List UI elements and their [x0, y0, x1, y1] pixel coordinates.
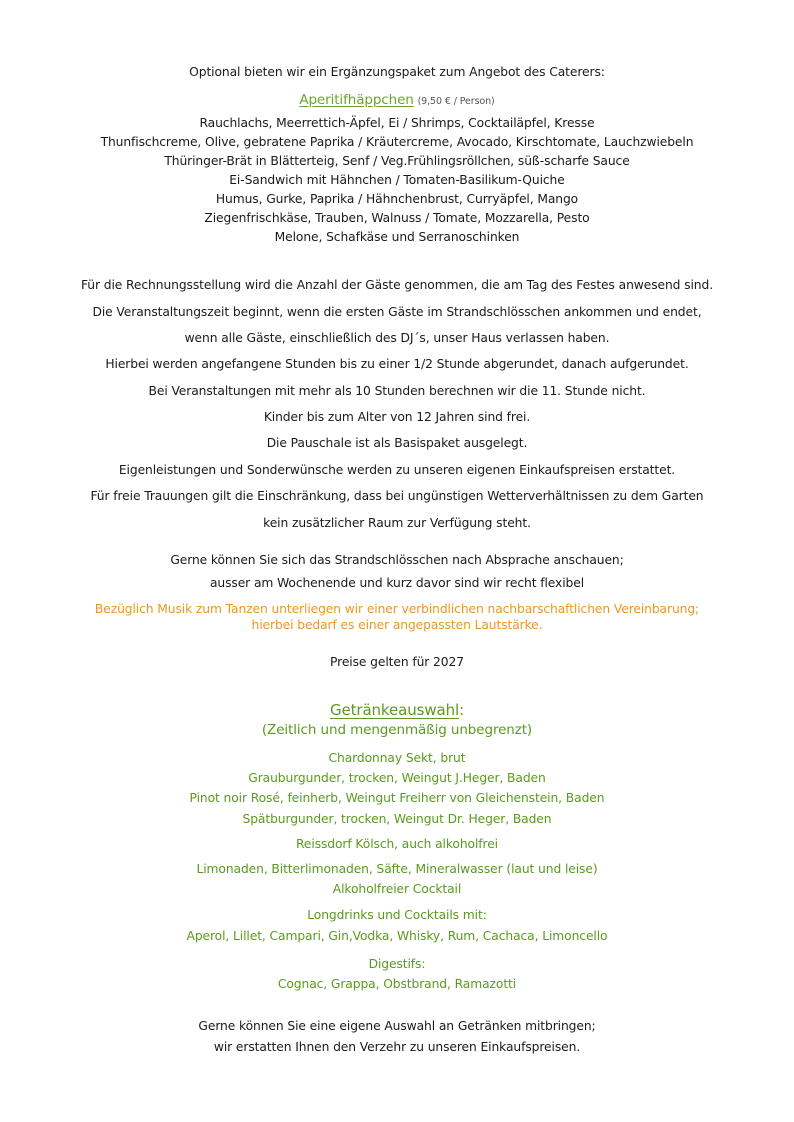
aperitif-item: Humus, Gurke, Paprika / Hähnchenbrust, Curryäpfel, Mango [215, 192, 579, 206]
music-notice: hierbei bedarf es einer angepassten Lautstärke. [251, 618, 543, 632]
drink-item: Cognac, Grappa, Obstbrand, Ramazotti [277, 977, 517, 991]
intro-text: Optional bieten wir ein Ergänzungspaket zum Angebot des Caterers: [189, 65, 605, 79]
closing-line: Gerne können Sie eine eigene Auswahl an Getränken mitbringen; [198, 1019, 596, 1033]
terms-line: kein zusätzlicher Raum zur Verfügung steht. [263, 516, 531, 530]
terms-line: Hierbei werden angefangene Stunden bis zu einer 1/2 Stunde abgerundet, danach aufgerundet. [105, 357, 689, 371]
terms-line: wenn alle Gäste, einschließlich des DJ´s, unser Haus verlassen haben. [184, 331, 610, 345]
terms-line: Die Pauschale ist als Basispaket ausgelegt. [266, 436, 528, 450]
terms-line: Für freie Trauungen gilt die Einschränkung, dass bei ungünstigen Wetterverhältnissen zu dem Garten [90, 489, 704, 503]
terms-line: Die Veranstaltungszeit beginnt, wenn die ersten Gäste im Strandschlösschen ankommen und endet, [92, 305, 702, 319]
terms-line: Für die Rechnungsstellung wird die Anzahl der Gäste genommen, die am Tag des Festes anwesend sind. [80, 278, 714, 292]
aperitif-item: Thüringer-Brät in Blätterteig, Senf / Veg.Frühlingsröllchen, süß-scharfe Sauce [164, 154, 630, 168]
aperitif-item: Melone, Schafkäse und Serranoschinken [274, 230, 520, 244]
terms-line: Kinder bis zum Alter von 12 Jahren sind frei. [263, 410, 531, 424]
drink-item: Spätburgunder, trocken, Weingut Dr. Heger, Baden [242, 812, 552, 826]
music-notice: Bezüglich Musik zum Tanzen unterliegen wir einer verbindlichen nachbarschaftlichen Vereinbarung; [94, 602, 700, 616]
aperitif-heading [0, 92, 794, 110]
drink-item: Aperol, Lillet, Campari, Gin,Vodka, Whisky, Rum, Cachaca, Limoncello [186, 929, 608, 943]
drink-item: Alkoholfreier Cocktail [332, 882, 462, 896]
aperitif-price: (9,50 € / Person) [417, 96, 495, 107]
drink-item: Limonaden, Bitterlimonaden, Säfte, Mineralwasser (laut und leise) [196, 862, 598, 876]
drinks-title-colon: : [459, 701, 465, 719]
terms-line: Eigenleistungen und Sonderwünsche werden zu unseren eigenen Einkaufspreisen erstattet. [118, 463, 676, 477]
drink-item: Digestifs: [368, 957, 426, 971]
drinks-heading [0, 702, 794, 719]
drink-item: Reissdorf Kölsch, auch alkoholfrei [296, 837, 498, 851]
terms-line: Bei Veranstaltungen mit mehr als 10 Stunden berechnen wir die 11. Stunde nicht. [148, 384, 646, 398]
aperitif-item: Rauchlachs, Meerrettich-Äpfel, Ei / Shrimps, Cocktailäpfel, Kresse [199, 116, 595, 130]
drink-item: Chardonnay Sekt, brut [328, 751, 466, 765]
aperitif-item: Ei-Sandwich mit Hähnchen / Tomaten-Basilikum-Quiche [229, 173, 565, 187]
aperitif-item: Ziegenfrischkäse, Trauben, Walnuss / Tomate, Mozzarella, Pesto [204, 211, 590, 225]
closing-line: wir erstatten Ihnen den Verzehr zu unseren Einkaufspreisen. [213, 1040, 581, 1054]
drink-item: Pinot noir Rosé, feinherb, Weingut Freiherr von Gleichenstein, Baden [189, 791, 605, 805]
drinks-title: Getränkeauswahl [329, 701, 460, 719]
aperitif-title: Aperitifhäppchen [299, 92, 414, 108]
drink-item: Longdrinks und Cocktails mit: [307, 908, 487, 922]
prices-valid: Preise gelten für 2027 [330, 655, 464, 669]
drinks-subtitle: (Zeitlich und mengenmäßig unbegrenzt) [261, 722, 533, 738]
visit-line: Gerne können Sie sich das Strandschlösschen nach Absprache anschauen; [170, 553, 624, 567]
drink-item: Grauburgunder, trocken, Weingut J.Heger, Baden [248, 771, 546, 785]
aperitif-item: Thunfischcreme, Olive, gebratene Paprika / Kräutercreme, Avocado, Kirschtomate, Lauchzwiebeln [100, 135, 694, 149]
visit-line: ausser am Wochenende und kurz davor sind wir recht flexibel [209, 576, 585, 590]
